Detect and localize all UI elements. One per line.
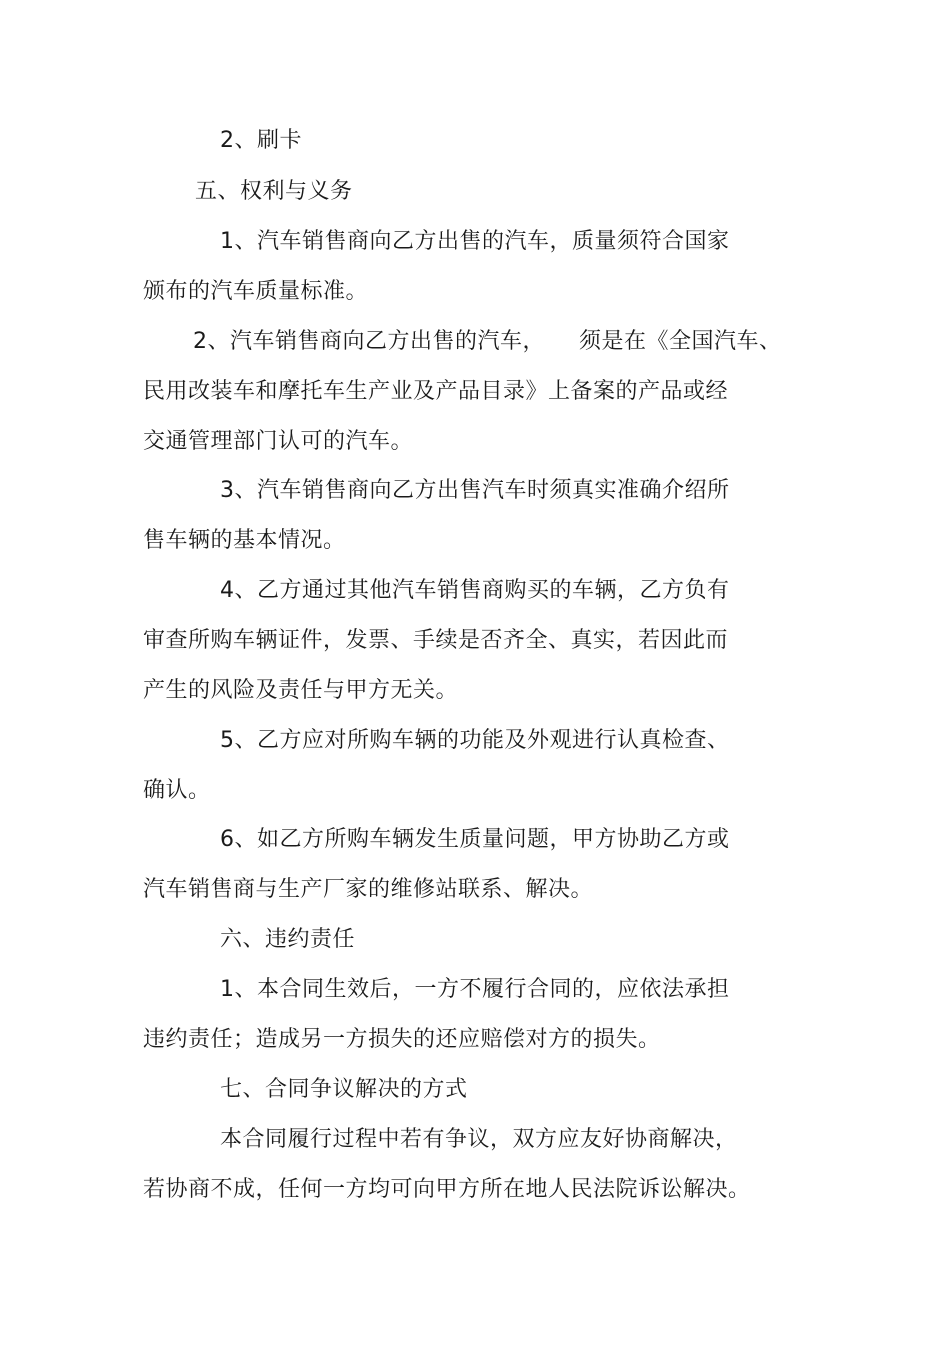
text-line: 4、乙方通过其他汽车销售商购买的车辆，乙方负有 (220, 578, 730, 603)
text-line: 3、汽车销售商向乙方出售汽车时须真实准确介绍所 (220, 478, 730, 503)
text-line: 若协商不成，任何一方均可向甲方所在地人民法院诉讼解决。 (143, 1177, 751, 1202)
section-heading: 七、合同争议解决的方式 (220, 1077, 468, 1102)
text-line: 确认。 (143, 778, 211, 803)
section-heading: 六、违约责任 (220, 927, 356, 952)
text-line: 交通管理部门认可的汽车。 (143, 429, 414, 454)
text-line: 民用改装车和摩托车生产业及产品目录》上备案的产品或经 (143, 379, 729, 404)
text-line: 2、刷卡 (220, 128, 302, 153)
text-line: 产生的风险及责任与甲方无关。 (143, 678, 459, 703)
text-line: 汽车销售商与生产厂家的维修站联系、解决。 (143, 877, 594, 902)
text-line: 审查所购车辆证件，发票、手续是否齐全、真实，若因此而 (143, 628, 729, 653)
text-line: 1、本合同生效后，一方不履行合同的，应依法承担 (220, 977, 730, 1002)
text-line: 本合同履行过程中若有争议，双方应友好协商解决， (220, 1127, 738, 1152)
text-line: 6、如乙方所购车辆发生质量问题，甲方协助乙方或 (220, 827, 730, 852)
text-line: 违约责任；造成另一方损失的还应赔偿对方的损失。 (143, 1027, 661, 1052)
text-line: 5、乙方应对所购车辆的功能及外观进行认真检查、 (220, 728, 730, 753)
section-heading: 五、权利与义务 (195, 179, 353, 204)
text-line: 售车辆的基本情况。 (143, 528, 346, 553)
text-line: 1、汽车销售商向乙方出售的汽车，质量须符合国家 (220, 229, 730, 254)
text-line: 2、汽车销售商向乙方出售的汽车， 须是在《全国汽车、 (193, 329, 782, 354)
text-line: 颁布的汽车质量标准。 (143, 279, 369, 304)
